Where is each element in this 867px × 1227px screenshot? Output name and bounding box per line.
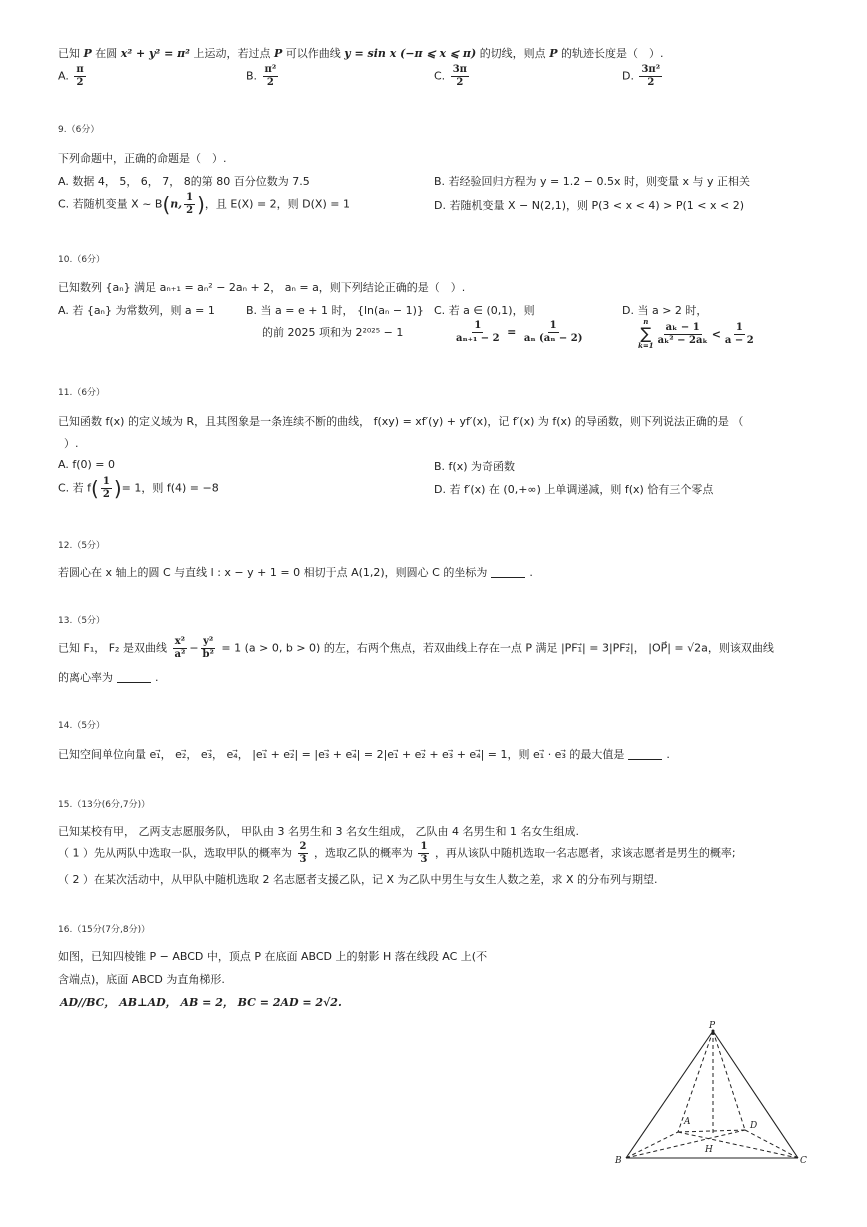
denominator: 2 (186, 205, 194, 216)
numerator: 1 (102, 476, 110, 487)
numerator: π² (264, 64, 277, 75)
option-formula (452, 320, 586, 345)
q13-stem-line2 (58, 669, 159, 685)
fraction (723, 322, 756, 347)
minus: − (189, 641, 199, 655)
option-text: ，且 E(X) = 2，则 D(X) = 1 (204, 197, 350, 211)
option-text: C. 若随机变量 X ~ B (58, 197, 163, 211)
q8-stem-text: 可以作曲线 (285, 47, 341, 60)
q8-point-p: P (83, 47, 92, 60)
period: . (529, 566, 533, 579)
q10-option-a[interactable]: A. 若 {aₙ} 为常数列，则 a = 1 (58, 304, 215, 317)
option-label: D. (622, 69, 634, 83)
q14-header: 14.（5分） (58, 721, 106, 731)
q15-part1 (58, 841, 736, 866)
fraction (418, 841, 429, 866)
q15-part1-text: （ 1 ）先从两队中选取一队，选取甲队的概率为 (58, 846, 292, 860)
label-p: P (709, 1021, 716, 1031)
numerator: 1 (420, 841, 428, 852)
option-text: C. 若 a ∈ (0,1)，则 (434, 304, 535, 317)
period: . (666, 748, 670, 761)
q8-option-d[interactable] (622, 64, 664, 89)
numerator: 1 (735, 321, 743, 333)
option-text: C. 若 f (58, 481, 92, 495)
q16-line3: AD//BC， AB⊥AD， AB = 2， BC = 2AD = 2√2. (60, 996, 342, 1009)
q8-option-b[interactable] (246, 64, 280, 89)
q15-part2: （ 2 ）在某次活动中，从甲队中随机选取 2 名志愿者支援乙队，记 X 为乙队中男生与女生人数之差，求 X 的分布列与期望. (58, 873, 658, 886)
option-text: D. 当 a > 2 时， (622, 304, 708, 317)
q10-stem: 已知数列 {aₙ} 满足 aₙ₊₁ = aₙ² − 2aₙ + 2， aₙ = a，则下列结论正确的是（ ）. (58, 281, 466, 294)
answer-blank[interactable] (491, 577, 525, 578)
sum-upper: n (643, 317, 649, 326)
left-paren: ( (162, 192, 171, 217)
q9-option-b[interactable]: B. 若经验回归方程为 y = 1.2 − 0.5x 时，则变量 x 与 y 正相关 (434, 175, 750, 188)
label-d: D (750, 1121, 758, 1131)
option-label: C. (434, 69, 446, 83)
q15-part1-text: ，选取乙队的概率为 (313, 846, 413, 860)
denominator: 3 (299, 854, 307, 865)
fraction (201, 636, 216, 661)
q9-option-c[interactable] (58, 192, 350, 217)
q8-point-p: P (549, 47, 558, 60)
denominator: aₖ² − 2aₖ (657, 334, 708, 346)
option-text: 的前 2025 项和为 2²⁰²⁵ − 1 (262, 326, 404, 339)
sum-lower: k=1 (638, 341, 654, 350)
q12-stem (58, 564, 533, 580)
denominator: aₙ₊₁ − 2 (456, 333, 500, 344)
numerator: 3π² (641, 64, 661, 75)
q11-header: 11.（6分） (58, 388, 106, 398)
q8-option-c[interactable] (434, 64, 471, 89)
q11-option-d[interactable]: D. 若 f′(x) 在 (0,+∞) 上单调递减，则 f(x) 恰有三个零点 (434, 483, 714, 496)
fraction (184, 192, 195, 217)
sum-symbol (638, 318, 654, 350)
q15-part1-text: ，再从该队中随机选取一名志愿者，求该志愿者是男生的概率; (434, 846, 736, 860)
option-formula (638, 318, 758, 350)
denominator: 2 (456, 77, 464, 88)
q11-option-a[interactable]: A. f(0) = 0 (58, 458, 115, 471)
q13-stem-line1 (58, 636, 774, 661)
q14-stem-text: 已知空间单位向量 e₁⃗， e₂⃗， e₃⃗， e₄⃗， |e₁⃗ + e₂⃗| = |e₃⃗ + e₄⃗| = 2|e₁⃗ + e₂⃗ + e₃⃗ + e₄⃗| = 1，则 e₁⃗ · e₃⃗ 的最大值是 (58, 748, 625, 761)
q9-option-a[interactable]: A. 数据 4， 5， 6， 7， 8的第 80 百分位数为 7.5 (58, 175, 310, 188)
fraction (454, 320, 502, 345)
q11-stem-line2: ）. (64, 437, 79, 450)
q11-option-c[interactable] (58, 476, 219, 501)
denominator: 2 (76, 77, 84, 88)
option-fraction (451, 64, 469, 89)
denominator: a² (174, 649, 186, 660)
q8-stem (58, 45, 663, 61)
numerator: 1 (549, 320, 557, 331)
denominator: 2 (647, 77, 655, 88)
option-text: = 1，则 f(4) = −8 (121, 481, 219, 495)
q16-line2: 含端点)，底面 ABCD 为直角梯形. (58, 973, 225, 986)
less-than: < (711, 327, 721, 341)
equals: = (507, 325, 517, 339)
numerator: aₖ − 1 (665, 321, 700, 333)
q12-header: 12.（5分） (58, 541, 106, 551)
left-paren: ( (91, 476, 99, 501)
pyramid-figure (612, 1018, 812, 1168)
q8-stem-text: 的轨迹长度是（ ）. (560, 47, 664, 60)
denominator: aₙ (aₙ − 2) (523, 333, 583, 344)
q15-header: 15.（13分(6分,7分)） (58, 800, 151, 810)
q10-option-b[interactable] (246, 302, 424, 340)
answer-blank[interactable] (628, 759, 662, 760)
q14-stem (58, 746, 670, 762)
label-b: B (615, 1156, 622, 1166)
q15-stem: 已知某校有甲， 乙两支志愿服务队， 甲队由 3 名男生和 3 名女生组成， 乙队由 4 名男生和 1 名女生组成. (58, 825, 579, 838)
q10-option-d[interactable] (622, 302, 758, 350)
q16-header: 16.（15分(7分,8分)） (58, 925, 151, 935)
denominator: 2 (266, 77, 274, 88)
option-fraction (639, 64, 662, 89)
q8-circle-equation: x² + y² = π² (120, 47, 190, 60)
option-fraction (263, 64, 279, 89)
denominator: 2 (102, 489, 110, 500)
fraction (656, 322, 710, 347)
q10-header: 10.（6分） (58, 255, 106, 265)
label-h: H (705, 1145, 713, 1155)
option-fraction (74, 64, 85, 89)
right-paren: ) (197, 192, 205, 217)
numerator: 3π (452, 64, 467, 75)
q9-header: 9.（6分） (58, 125, 100, 135)
q13-stem-text: 的离心率为 (58, 671, 113, 684)
numerator: 1 (186, 192, 194, 203)
q8-option-a[interactable] (58, 64, 88, 89)
numerator: 2 (299, 841, 307, 852)
q13-stem-text: = 1 (a > 0, b > 0) 的左，右两个焦点，若双曲线上存在一点 P 满足 |PF₁⃗| = 3|PF₂⃗|， |OP⃗| = √2a，则该双曲线 (221, 641, 774, 655)
q9-option-d[interactable]: D. 若随机变量 X − N(2,1)，则 P(3 < x < 4) > P(1 < x < 2) (434, 199, 745, 212)
denominator: a − 2 (724, 334, 754, 346)
q13-header: 13.（5分） (58, 616, 106, 626)
fraction (298, 841, 309, 866)
q8-stem-text: 的切线，则点 (479, 47, 546, 60)
q8-curve: y = sin x (−π ⩽ x ⩽ π) (344, 47, 477, 60)
denominator: 3 (420, 854, 428, 865)
q8-stem-text: 在圆 (95, 47, 118, 60)
numerator: π (76, 64, 84, 75)
q8-point-p: P (274, 47, 283, 60)
numerator: x² (174, 636, 186, 647)
denominator: b² (202, 649, 214, 660)
answer-blank[interactable] (117, 682, 151, 683)
right-paren: ) (113, 476, 122, 501)
q10-option-c[interactable] (434, 302, 586, 345)
q9-stem: 下列命题中，正确的命题是（ ）. (58, 152, 227, 165)
option-label: A. (58, 69, 69, 83)
q11-option-b[interactable]: B. f(x) 为奇函数 (434, 460, 516, 473)
numerator: 1 (474, 320, 482, 331)
param-n: n, (170, 197, 183, 211)
fraction (522, 320, 585, 345)
label-a: A (684, 1117, 691, 1127)
fraction (101, 476, 112, 501)
period: . (155, 671, 159, 684)
q11-stem-line1: 已知函数 f(x) 的定义域为 R，且其图象是一条连续不断的曲线， f(xy) = xf′(y) + yf′(x)，记 f′(x) 为 f(x) 的导函数，则下列说法正确的是 （ (58, 415, 744, 428)
label-c: C (800, 1156, 807, 1166)
q13-stem-text: 已知 F₁， F₂ 是双曲线 (58, 641, 167, 655)
q8-stem-text: 已知 (58, 47, 80, 60)
q16-line1: 如图，已知四棱锥 P − ABCD 中，顶点 P 在底面 ABCD 上的射影 H 落在线段 AC 上(不 (58, 950, 488, 963)
sigma: ∑ (640, 324, 652, 343)
option-text: B. 当 a = e + 1 时， {ln(aₙ − 1)} (246, 304, 424, 317)
q8-stem-text: 上运动，若过点 (193, 47, 271, 60)
numerator: y² (203, 636, 214, 647)
fraction (172, 636, 187, 661)
q12-stem-text: 若圆心在 x 轴上的圆 C 与直线 l : x − y + 1 = 0 相切于点 A(1,2)，则圆心 C 的坐标为 (58, 566, 488, 579)
option-label: B. (246, 69, 258, 83)
